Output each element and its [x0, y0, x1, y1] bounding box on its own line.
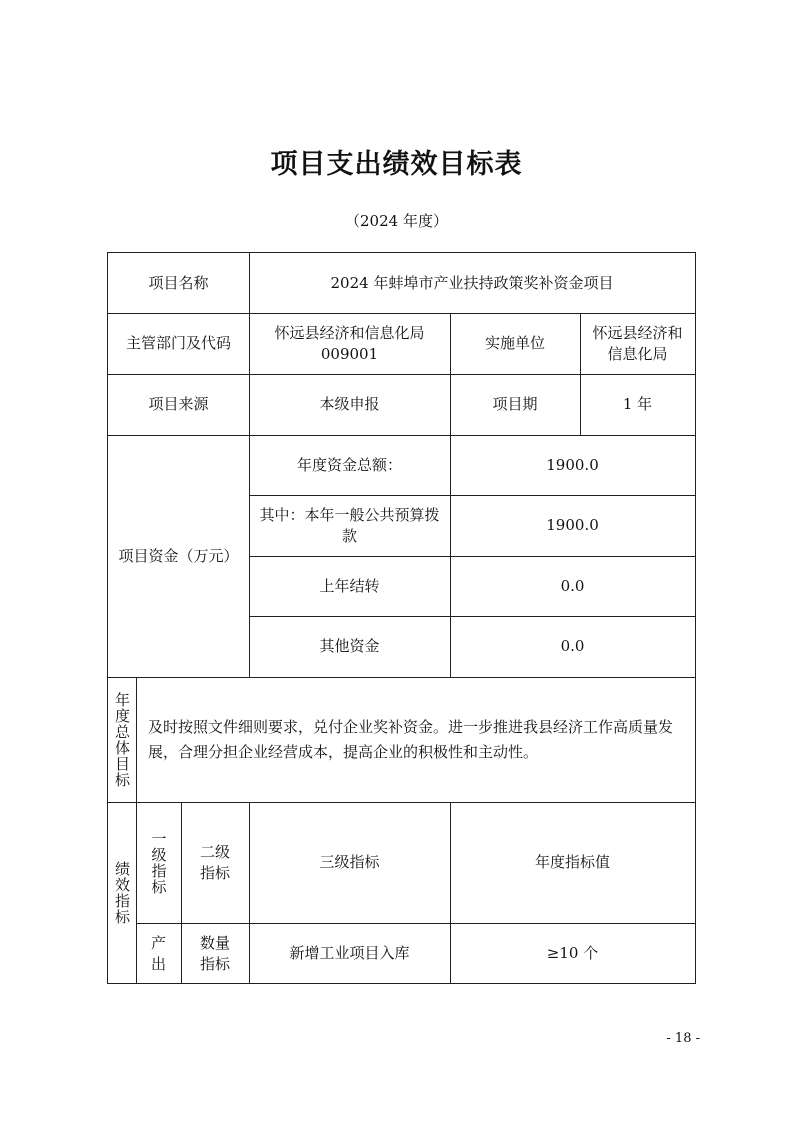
fund-label: 项目资金（万元） [118, 546, 239, 565]
table-border [107, 252, 696, 253]
period-value: 1 年 [622, 395, 653, 413]
col-divider [249, 802, 250, 984]
impl-unit-label: 实施单位 [484, 334, 545, 352]
fund-row-label: 年度资金总额： [296, 455, 402, 474]
row-divider [107, 435, 696, 436]
col-divider [450, 313, 451, 677]
project-name-value: 2024 年蚌埠市产业扶持政策奖补资金项目 [330, 273, 614, 292]
row-divider [249, 556, 696, 557]
fund-row-label: 上年结转 [319, 576, 380, 595]
annual-value-header: 年度指标值 [534, 853, 610, 871]
source-label: 项目来源 [148, 395, 209, 413]
goal-label-cell [108, 677, 136, 802]
level1-header: 一级指标 [149, 830, 168, 895]
table-border [107, 252, 108, 984]
perf-label-cell [108, 802, 136, 984]
level1-header-cell [136, 802, 181, 923]
period-label: 项目期 [492, 395, 538, 413]
page-number: - 18 - [666, 1031, 700, 1046]
source-value: 本级申报 [319, 395, 380, 413]
row-divider [107, 802, 696, 803]
fund-row-value: 1900.0 [546, 455, 599, 474]
impl-unit-value: 怀远县经济和信息化局 [592, 323, 683, 363]
fund-row-value: 0.0 [560, 637, 585, 655]
fund-row-label: 其中：本年一般公共预算拨款 [259, 505, 440, 545]
table-border [695, 252, 696, 984]
col-divider [136, 677, 137, 984]
level3-header: 三级指标 [319, 853, 380, 871]
dept-label: 主管部门及代码 [125, 334, 231, 352]
col-divider [450, 802, 451, 984]
goal-text: 及时按照文件细则要求，兑付企业奖补资金。进一步推进我县经济工作高质量发展，合理分担企业经营成本，提高企业的积极性和主动性。 [148, 717, 674, 761]
indicator-level2: 数量指标 [199, 933, 230, 973]
row-divider [136, 923, 696, 924]
row-divider [107, 677, 696, 678]
indicator-value: ≥10 个 [546, 944, 599, 962]
goal-label: 年度总体目标 [113, 691, 131, 788]
col-divider [249, 252, 250, 677]
row-divider [107, 313, 696, 314]
table-border [107, 983, 696, 984]
row-divider [249, 495, 696, 496]
project-name-label: 项目名称 [148, 273, 209, 292]
indicator-level1: 产出 [150, 933, 166, 973]
fund-row-label: 其他资金 [319, 637, 380, 655]
perf-label: 绩效指标 [113, 861, 131, 925]
page-title: 项目支出绩效目标表 [270, 149, 523, 180]
col-divider [181, 802, 182, 984]
year-subtitle: （2024 年度） [345, 212, 448, 230]
row-divider [249, 616, 696, 617]
level2-header: 二级指标 [199, 842, 230, 882]
dept-value: 怀远县经济和信息化局 009001 [274, 323, 425, 363]
indicator-level3: 新增工业项目入库 [289, 944, 410, 962]
col-divider [580, 313, 581, 435]
row-divider [107, 374, 696, 375]
fund-row-value: 1900.0 [546, 516, 599, 534]
fund-row-value: 0.0 [560, 576, 585, 595]
